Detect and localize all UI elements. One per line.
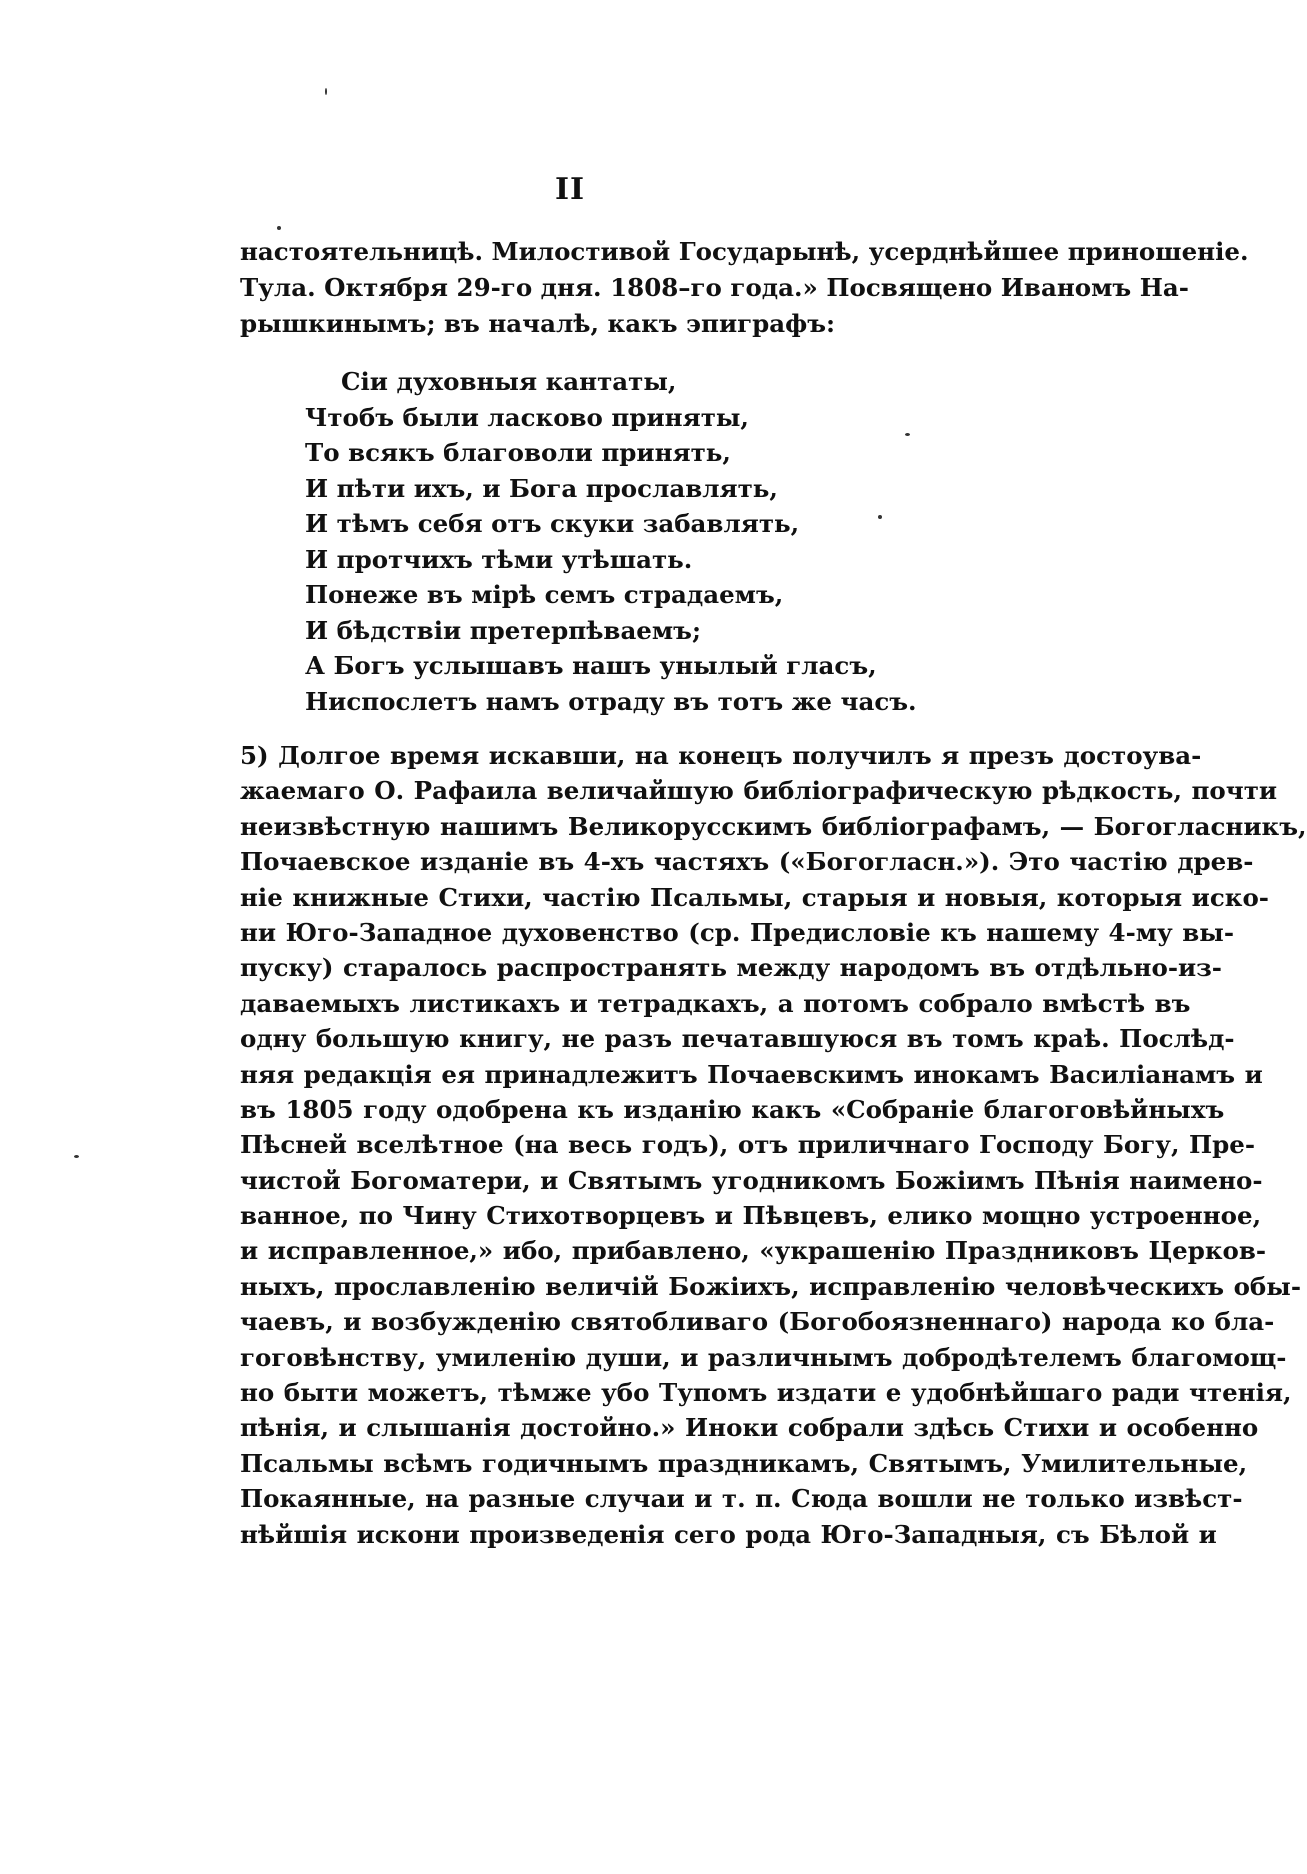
verse-line: Ниспослетъ намъ отраду въ тотъ же часъ. — [305, 686, 917, 716]
footnote-line: Псальмы всѣмъ годичнымъ праздникамъ, Святымъ, Умилительные, — [240, 1448, 1248, 1478]
intro-line: Тула. Октября 29-го дня. 1808–го года.» Посвящено Иваномъ На- — [240, 273, 1189, 302]
footnote-line: Почаевское изданіе въ 4-хъ частяхъ («Богогласн.»). Это частію древ- — [240, 847, 1254, 877]
footnote-line: ніе книжные Стихи, частію Псальмы, старыя и новыя, которыя иско- — [240, 882, 1269, 912]
footnote-line: чаевъ, и возбужденію святобливаго (Богобоязненнаго) народа ко бла- — [240, 1307, 1275, 1337]
intro-line: настоятельницѣ. Милостивой Государынѣ, усерднѣйшее приношеніе. — [240, 237, 1249, 266]
verse-line: Понеже въ мірѣ семъ страдаемъ, — [305, 580, 784, 609]
footnote-line: даваемыхъ листикахъ и тетрадкахъ, а потомъ собрало вмѣстѣ въ — [240, 988, 1191, 1018]
footnote-line: пѣнія, и слышанія достойно.» Иноки собрали здѣсь Стихи и особенно — [240, 1413, 1259, 1443]
footnote-line: пуску) старалось распространять между народомъ въ отдѣльно-из- — [240, 953, 1222, 983]
intro-paragraph — [240, 234, 1249, 342]
verse-epigraph — [305, 364, 917, 719]
footnote-line: Пѣсней вселѣтное (на весь годъ), отъ приличнаго Господу Богу, Пре- — [240, 1130, 1256, 1160]
verse-line: И протчихъ тѣми утѣшать. — [305, 544, 693, 574]
verse-line: А Богъ услышавъ нашъ унылый гласъ, — [305, 651, 877, 680]
footnote-line: няя редакція ея принадлежитъ Почаевскимъ инокамъ Василіанамъ и — [240, 1059, 1263, 1089]
footnote-line: ни Юго-Западное духовенство (ср. Предисловіе къ нашему 4-му вы- — [240, 917, 1234, 947]
verse-line: Чтобъ были ласково приняты, — [305, 402, 749, 432]
footnote-line: въ 1805 году одобрена къ изданію какъ «Собраніе благоговѣйныхъ — [240, 1094, 1225, 1124]
verse-line: Сіи духовныя кантаты, — [341, 367, 677, 396]
footnote-line: Покаянные, на разные случаи и т. п. Сюда вошли не только извѣст- — [240, 1484, 1243, 1514]
verse-line: То всякъ благоволи принять, — [305, 438, 731, 467]
footnote-line: и исправленное,» ибо, прибавлено, «украшенію Праздниковъ Церков- — [240, 1236, 1267, 1266]
footnote-line: нѣйшія искони произведенія сего рода Юго-Западныя, съ Бѣлой и — [240, 1519, 1217, 1549]
footnote-line: гоговѣнству, умиленію души, и различнымъ добродѣтелемъ благомощ- — [240, 1342, 1287, 1372]
scan-speck — [325, 88, 327, 95]
scan-speck — [878, 515, 882, 519]
scan-speck — [905, 433, 910, 436]
footnote-line: ныхъ, прославленію величій Божіихъ, исправленію человѣческихъ обы- — [240, 1271, 1301, 1301]
scan-speck — [277, 226, 281, 230]
footnote-line: но быти можетъ, тѣмже убо Тупомъ издати е удобнѣйшаго ради чтенія, — [240, 1378, 1292, 1408]
page-number: II — [554, 172, 586, 207]
footnote-line: жаемаго О. Рафаила величайшую библіографическую рѣдкость, почти — [240, 776, 1278, 806]
scan-speck — [74, 1155, 79, 1158]
verse-line: И пѣти ихъ, и Бога прославлять, — [305, 473, 778, 503]
verse-line: И бѣдствіи претерпѣваемъ; — [305, 615, 702, 645]
verse-line: И тѣмъ себя отъ скуки забавлять, — [305, 509, 800, 538]
footnote-line: ванное, по Чину Стихотворцевъ и Пѣвцевъ, елико мощно устроенное, — [240, 1201, 1262, 1231]
footnote-line: одну большую книгу, не разъ печатавшуюся въ томъ краѣ. Послѣд- — [240, 1024, 1235, 1054]
footnote-line: чистой Богоматери, и Святымъ угодникомъ Божіимъ Пѣнія наимено- — [240, 1165, 1263, 1195]
footnote-line: 5) Долгое время искавши, на конецъ получилъ я презъ достоува- — [240, 741, 1202, 770]
footnote-line: неизвѣстную нашимъ Великорусскимъ библіографамъ, — Богогласникъ, — [240, 811, 1307, 841]
footnote-paragraph — [240, 738, 1307, 1552]
intro-line: рышкинымъ; въ началѣ, какъ эпиграфъ: — [240, 309, 836, 338]
